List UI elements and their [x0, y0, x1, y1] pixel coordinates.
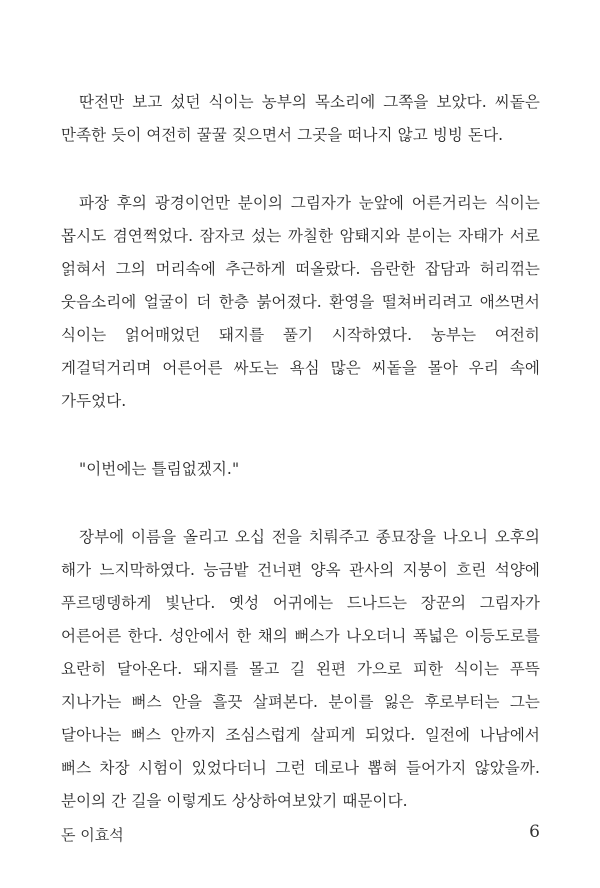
dialogue-line: "이번에는 틀림없겠지." [79, 460, 240, 478]
body-text [61, 86, 540, 853]
paragraph-1: 딴전만 보고 섰던 식이는 농부의 목소리에 그쪽을 보았다. 씨돝은 만족한 듯이 여전히 꿀꿀 짖으면서 그곳을 떠나지 않고 빙빙 돈다. [61, 93, 540, 144]
paragraph-2: 파장 후의 광경이언만 분이의 그림자가 눈앞에 어른거리는 식이는 몹시도 겸연쩍었다. 잠자코 섰는 까칠한 암퇘지와 분이는 자태가 서로 얽혀서 그의 머리속에 추근하게 떠올랐다. 음란한 잡담과 허리꺾는 웃음소리에 얼굴이 더 한층 붉어졌다. 환영을 떨쳐버리려고 애쓰면서 식이는 얽어매었던 돼지를 풀기 시작하였다. 농부는 여전히 게걸덕거리며 어른어른 싸도는 욕심 많은 씨돝을 몰아 우리 속에 가두었다. [61, 194, 540, 410]
paragraph-3: 장부에 이름을 올리고 오십 전을 치뤄주고 종묘장을 나오니 오후의 해가 느지막하였다. 능금밭 건너편 양옥 관사의 지붕이 흐린 석양에 푸르뎅뎅하게 빛난다. 옛성 어귀에는 드나드는 장꾼의 그림자가 어른어른 한다. 성안에서 한 채의 뻐스가 나오더니 폭넓은 이등도로를 요란히 달아온다. 돼지를 몰고 길 왼편 가으로 피한 식이는 푸뜩 지나가는 뻐스 안을 흘끗 살펴본다. 분이를 잃은 후로부터는 그는 달아나는 뻐스 안까지 조심스럽게 살피게 되었다. 일전에 나남에서 뻐스 차장 시험이 있었다더니 그런 데로나 뽑혀 들어가지 않았을까. 분이의 간 길을 이렇게도 상상하여보았기 때문이다. [61, 528, 540, 810]
footer-title: 돈 이효석 [61, 826, 124, 844]
page-footer [61, 824, 540, 848]
page-number: 6 [529, 822, 540, 842]
